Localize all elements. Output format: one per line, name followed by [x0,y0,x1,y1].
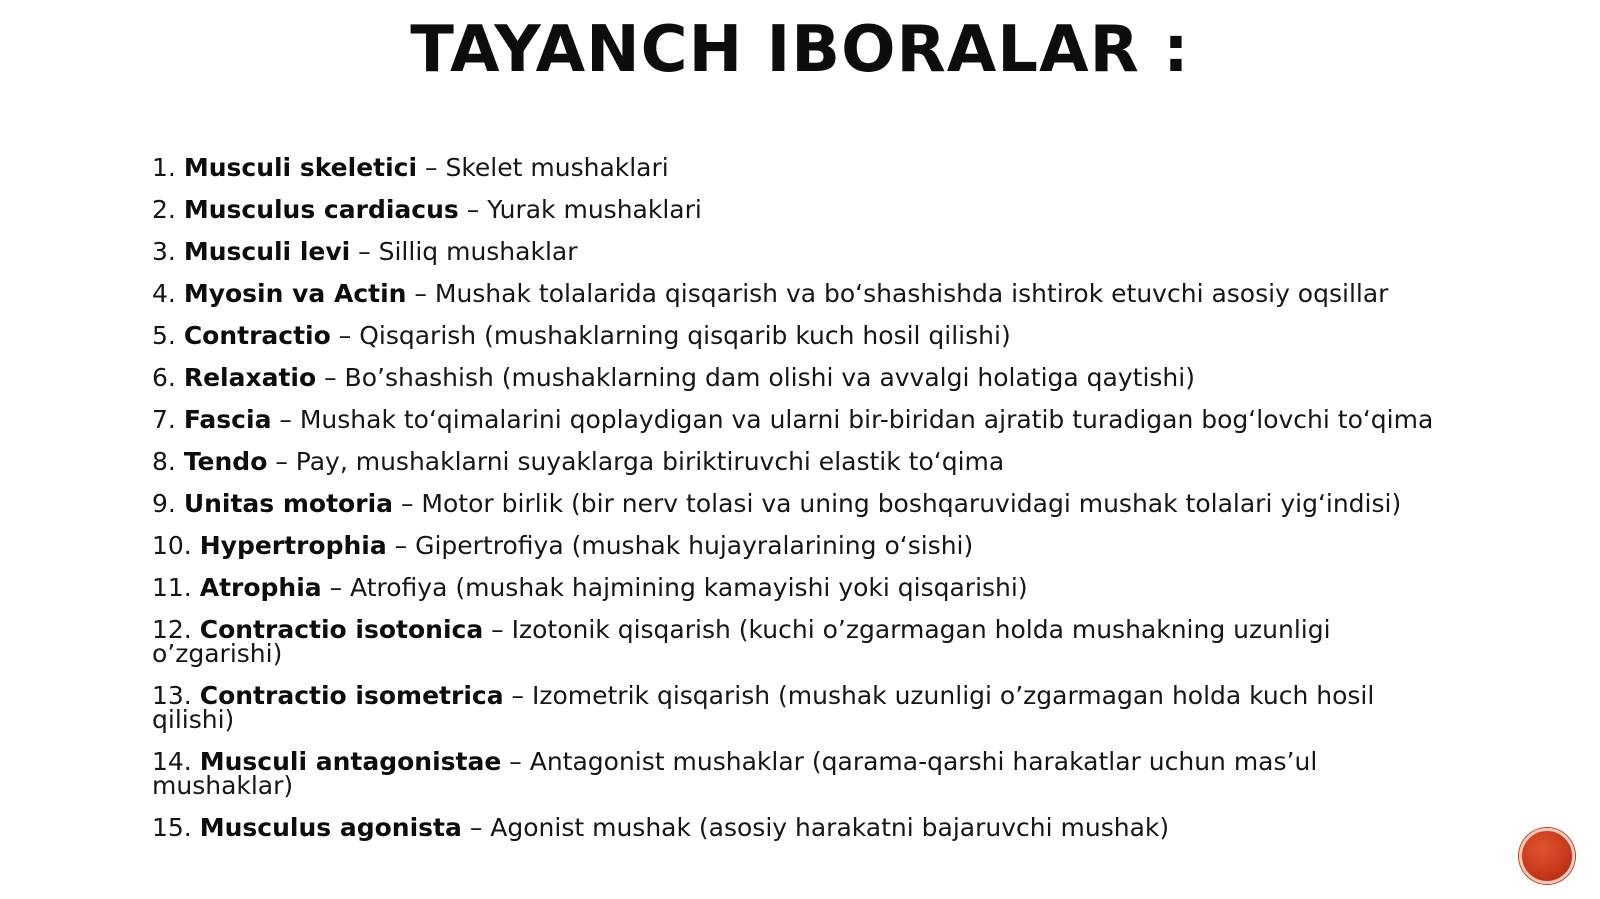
term-latin: Musculi antagonistae [199,747,502,776]
term-item [152,194,1452,236]
term-description: – Izotonik qisqarish (kuchi o’zgarmagan holda mushakning uzunligi o’zgarishi) [152,615,1331,668]
term-list [152,152,1452,854]
term-item [152,488,1452,530]
term-number: 6. [152,363,176,392]
term-latin: Musculi levi [183,237,351,266]
term-latin: Musculus cardiacus [183,195,459,224]
term-number: 7. [152,405,176,434]
term-description: – Gipertrofiya (mushak hujayralarining o‘sishi) [394,531,974,560]
term-number: 9. [152,489,176,518]
term-number: 8. [152,447,176,476]
term-number: 2. [152,195,176,224]
term-item [152,680,1452,746]
term-description: – Bo’shashish (mushaklarning dam olishi va avvalgi holatiga qaytishi) [324,363,1195,392]
term-item [152,614,1452,680]
term-description: – Motor birlik (bir nerv tolasi va uning boshqaruvidagi mushak tolalari yig‘indisi) [400,489,1402,518]
term-description: – Mushak tolalarida qisqarish va bo‘shashishda ishtirok etuvchi asosiy oqsillar [414,279,1389,308]
term-number: 11. [152,573,192,602]
slide-title: TAYANCH IBORALAR : [410,13,1190,87]
term-description: – Izometrik qisqarish (mushak uzunligi o’zgarmagan holda kuch hosil qilishi) [152,681,1375,734]
term-number: 3. [152,237,176,266]
term-description: – Qisqarish (mushaklarning qisqarib kuch hosil qilishi) [338,321,1011,350]
term-latin: Contractio [183,321,331,350]
term-description: – Antagonist mushaklar (qarama-qarshi harakatlar uchun mas’ul mushaklar) [152,747,1318,800]
term-latin: Myosin va Actin [183,279,407,308]
term-latin: Relaxatio [183,363,317,392]
term-item [152,446,1452,488]
term-number: 10. [152,531,192,560]
term-latin: Atrophia [199,573,322,602]
term-latin: Contractio isometrica [199,681,504,710]
term-latin: Tendo [183,447,268,476]
term-item [152,236,1452,278]
term-item [152,320,1452,362]
term-number: 12. [152,615,192,644]
term-description: – Mushak to‘qimalarini qoplaydigan va ularni bir-biridan ajratib turadigan bog‘lovchi to‘qima [279,405,1434,434]
term-description: – Silliq mushaklar [358,237,578,266]
term-number: 13. [152,681,192,710]
term-description: – Pay, mushaklarni suyaklarga biriktiruvchi elastik to‘qima [275,447,1005,476]
term-latin: Musculus agonista [199,813,462,842]
term-item [152,152,1452,194]
term-item [152,362,1452,404]
term-item [152,530,1452,572]
term-latin: Fascia [183,405,272,434]
term-latin: Unitas motoria [183,489,394,518]
term-latin: Musculi skeletici [183,153,418,182]
term-latin: Contractio isotonica [199,615,484,644]
term-description: – Agonist mushak (asosiy harakatni bajaruvchi mushak) [469,813,1170,842]
term-number: 5. [152,321,176,350]
term-item [152,812,1452,854]
term-item [152,278,1452,320]
term-number: 4. [152,279,176,308]
term-description: – Yurak mushaklari [466,195,702,224]
term-item [152,404,1452,446]
slide-nav-button[interactable] [1519,828,1575,884]
term-number: 14. [152,747,192,776]
term-item [152,572,1452,614]
term-description: – Atrofiya (mushak hajmining kamayishi yoki qisqarishi) [329,573,1028,602]
term-number: 15. [152,813,192,842]
term-number: 1. [152,153,176,182]
term-item [152,746,1452,812]
term-latin: Hypertrophia [199,531,387,560]
term-description: – Skelet mushaklari [425,153,669,182]
